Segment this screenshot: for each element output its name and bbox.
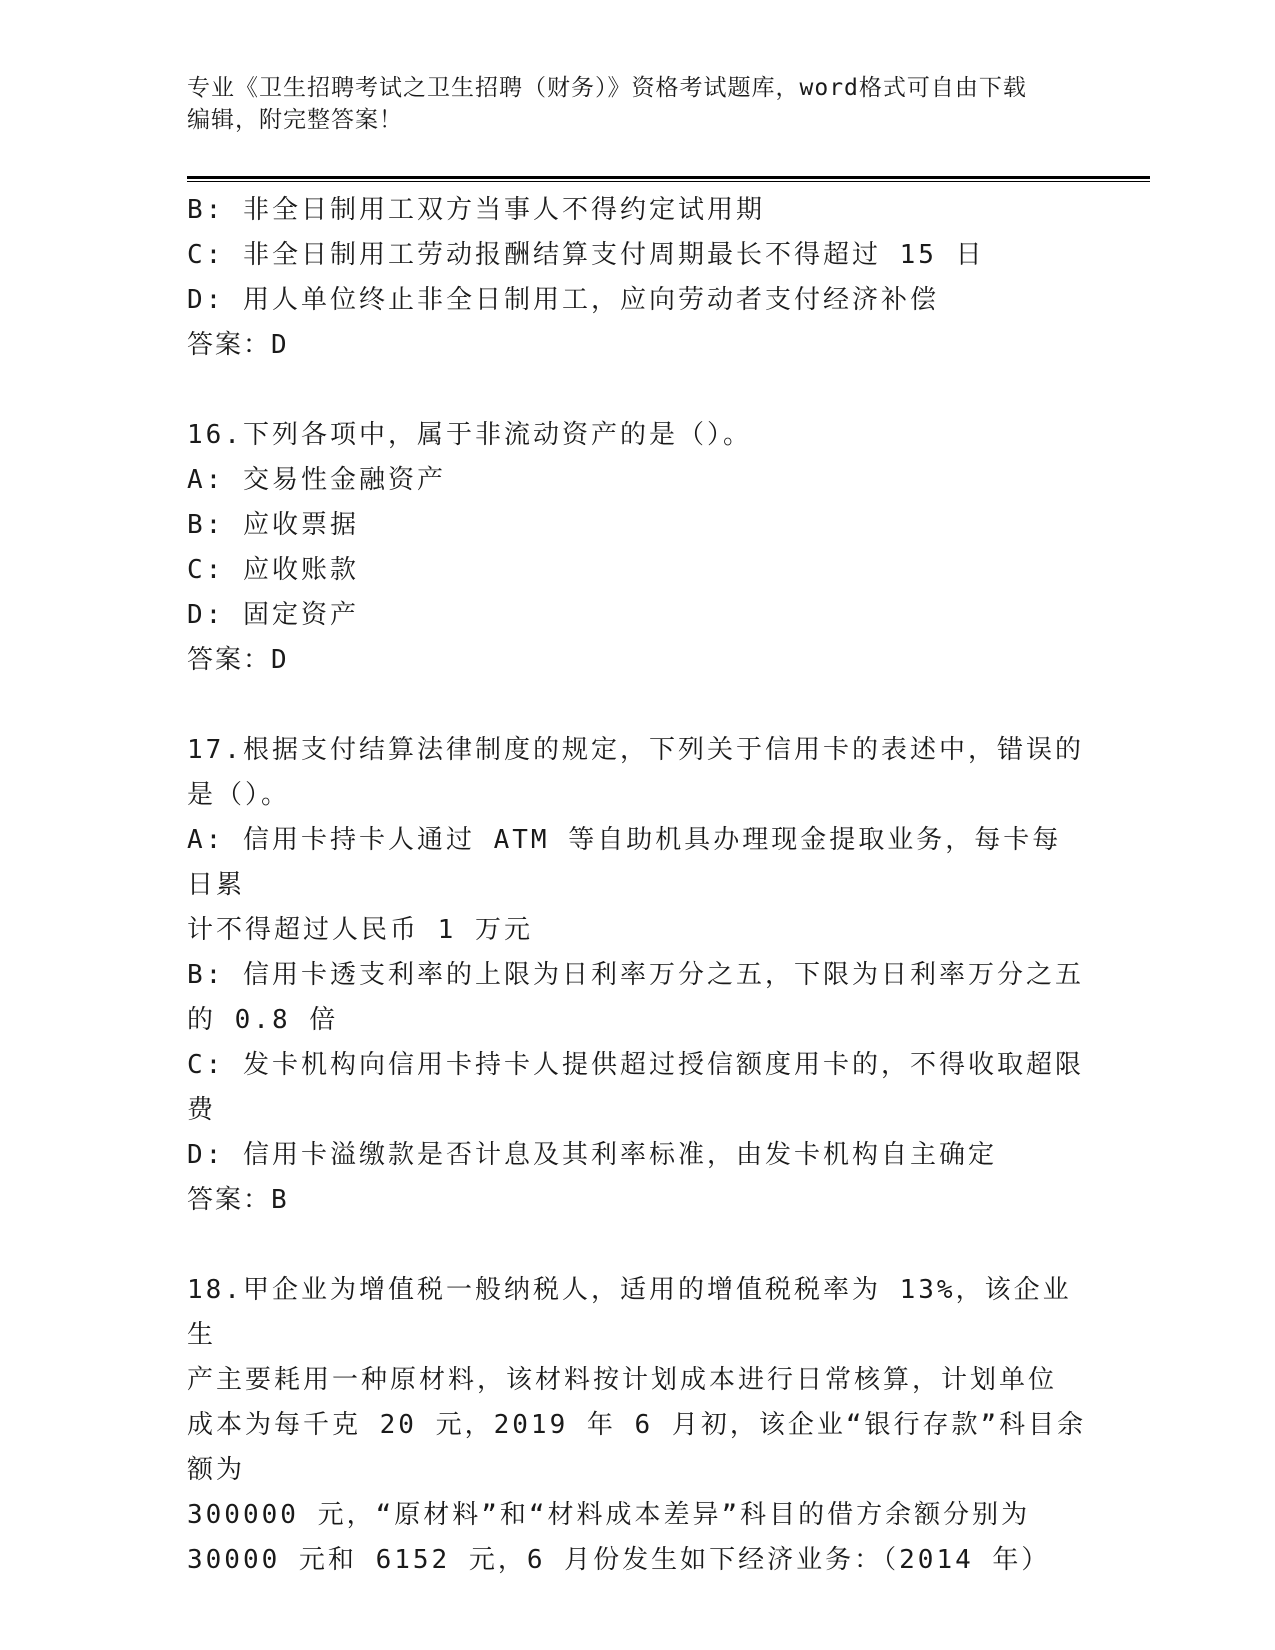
q16-option-d: D: 固定资产 — [187, 600, 359, 630]
document-header — [187, 72, 1067, 136]
q18-stem-line-4: 300000 元，“原材料”和“材料成本差异”科目的借方余额分别为 — [187, 1500, 1031, 1530]
q16-option-a: A: 交易性金融资产 — [187, 465, 446, 495]
header-divider-thin — [187, 181, 1150, 182]
q16-option-b: B: 应收票据 — [187, 510, 359, 540]
q16-stem: 16.下列各项中，属于非流动资产的是（）。 — [187, 420, 752, 450]
document-body — [187, 188, 1087, 1583]
q17-stem-line-1: 17.根据支付结算法律制度的规定，下列关于信用卡的表述中，错误的 — [187, 735, 1084, 765]
q17-option-d: D: 信用卡溢缴款是否计息及其利率标准，由发卡机构自主确定 — [187, 1140, 997, 1170]
q17-option-b-line-2: 的 0.8 倍 — [187, 1005, 339, 1035]
q18-stem-line-2: 产主要耗用一种原材料，该材料按计划成本进行日常核算，计划单位 — [187, 1365, 1058, 1395]
q16-answer: 答案：D — [187, 645, 289, 675]
q17-answer: 答案：B — [187, 1185, 289, 1215]
question-15 — [187, 188, 1087, 368]
q18-stem-line-5: 30000 元和 6152 元，6 月份发生如下经济业务：（2014 年） — [187, 1545, 1051, 1575]
q15-answer: 答案：D — [187, 330, 289, 360]
question-18 — [187, 1268, 1087, 1583]
question-16 — [187, 413, 1087, 683]
header-line-2: 编辑，附完整答案！ — [187, 107, 403, 133]
spacer — [187, 368, 1087, 413]
q18-stem-line-1: 18.甲企业为增值税一般纳税人，适用的增值税税率为 13%，该企业生 — [187, 1275, 1072, 1350]
q18-stem-line-3: 成本为每千克 20 元，2019 年 6 月初，该企业“银行存款”科目余额为 — [187, 1410, 1087, 1485]
q15-option-d: D: 用人单位终止非全日制用工，应向劳动者支付经济补偿 — [187, 285, 939, 315]
q17-option-b-line-1: B: 信用卡透支利率的上限为日利率万分之五，下限为日利率万分之五 — [187, 960, 1084, 990]
q17-stem-line-2: 是（）。 — [187, 780, 291, 810]
q17-option-a-line-2: 计不得超过人民币 1 万元 — [187, 915, 533, 945]
q15-option-c: C: 非全日制用工劳动报酬结算支付周期最长不得超过 15 日 — [187, 240, 985, 270]
header-line-1: 专业《卫生招聘考试之卫生招聘（财务）》资格考试题库，word格式可自由下载 — [187, 75, 1027, 101]
spacer — [187, 1223, 1087, 1268]
header-divider-thick — [187, 176, 1150, 179]
q16-option-c: C: 应收账款 — [187, 555, 359, 585]
spacer — [187, 683, 1087, 728]
question-17 — [187, 728, 1087, 1223]
q15-option-b: B: 非全日制用工双方当事人不得约定试用期 — [187, 195, 765, 225]
q17-option-a-line-1: A: 信用卡持卡人通过 ATM 等自助机具办理现金提取业务，每卡每日累 — [187, 825, 1062, 900]
q17-option-c-line-2: 费 — [187, 1095, 217, 1125]
q17-option-c-line-1: C: 发卡机构向信用卡持卡人提供超过授信额度用卡的，不得收取超限 — [187, 1050, 1084, 1080]
